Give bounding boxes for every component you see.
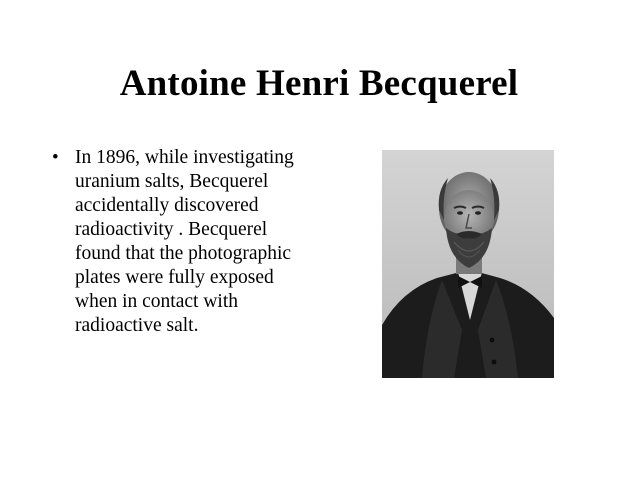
bullet-line: plates were fully exposed xyxy=(75,267,274,288)
bullet-line: radioactivity . Becquerel xyxy=(75,219,268,240)
bullet-line: In 1896, while investigating xyxy=(75,147,294,168)
portrait-illustration xyxy=(382,150,554,378)
bullet-line: accidentally discovered xyxy=(75,195,259,216)
bullet-line: uranium salts, Becquerel xyxy=(75,171,269,192)
bullet-line: when in contact with xyxy=(75,291,238,312)
slide-title: Antoine Henri Becquerel xyxy=(119,63,519,104)
bullet-marker: • xyxy=(52,147,59,168)
portrait-photo xyxy=(382,150,554,378)
bullet-line: found that the photographic xyxy=(75,243,292,264)
bullet-line: radioactive salt. xyxy=(75,315,199,336)
bullet-text xyxy=(75,146,343,338)
